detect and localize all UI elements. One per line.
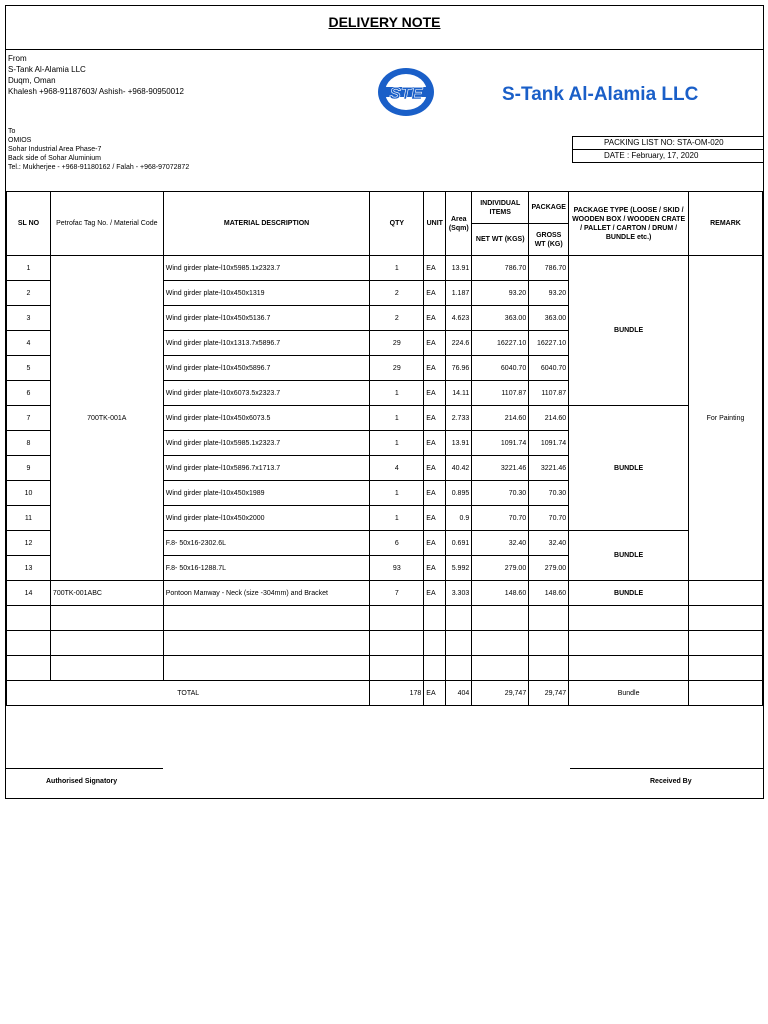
row-description: F.8- 50x16-2302.6L [163, 531, 370, 556]
from-address: Duqm, Oman [8, 76, 56, 85]
header-unit: UNIT [424, 192, 446, 256]
row-unit: EA [424, 406, 446, 431]
from-contacts: Khalesh +968-91187603/ Ashish- +968-90950012 [8, 87, 184, 96]
row-net-wt: 70.70 [472, 506, 529, 531]
row-description: Pontoon Manway - Neck (size -304mm) and Bracket [163, 581, 370, 606]
table-row [7, 256, 763, 281]
row-gross-wt: 363.00 [529, 306, 569, 331]
row-qty: 1 [370, 381, 424, 406]
row-gross-wt: 16227.10 [529, 331, 569, 356]
packing-date: DATE : February, 17, 2020 [573, 150, 764, 163]
row-description: Wind girder plate-l10x5985.1x2323.7 [163, 431, 370, 456]
row-sl: 6 [7, 381, 51, 406]
header-individual-items: INDIVIDUAL ITEMS [472, 192, 529, 224]
document-title: DELIVERY NOTE [328, 14, 441, 30]
company-logo-icon [376, 66, 436, 123]
row-package-type: BUNDLE [569, 581, 689, 606]
from-block [8, 53, 184, 97]
total-label: TOTAL [7, 681, 370, 706]
row-unit: EA [424, 481, 446, 506]
total-qty: 178 [370, 681, 424, 706]
row-gross-wt: 70.30 [529, 481, 569, 506]
table-row [7, 581, 763, 606]
row-qty: 29 [370, 356, 424, 381]
row-net-wt: 32.40 [472, 531, 529, 556]
delivery-note [5, 5, 764, 799]
row-gross-wt: 214.60 [529, 406, 569, 431]
row-net-wt: 786.70 [472, 256, 529, 281]
row-sl: 7 [7, 406, 51, 431]
row-unit: EA [424, 256, 446, 281]
empty-row [7, 631, 763, 656]
header-remark: REMARK [689, 192, 763, 256]
row-area: 3.303 [446, 581, 472, 606]
row-description: Wind girder plate-l10x450x1319 [163, 281, 370, 306]
packing-info [572, 136, 764, 163]
row-net-wt: 148.60 [472, 581, 529, 606]
header-description: MATERIAL DESCRIPTION [163, 192, 370, 256]
row-sl: 14 [7, 581, 51, 606]
row-qty: 2 [370, 306, 424, 331]
row-description: Wind girder plate-l10x5985.1x2323.7 [163, 256, 370, 281]
row-unit: EA [424, 356, 446, 381]
row-gross-wt: 93.20 [529, 281, 569, 306]
from-label: From [8, 54, 27, 63]
empty-row [7, 606, 763, 631]
row-area: 0.691 [446, 531, 472, 556]
header-gross-wt: GROSS WT (KG) [529, 224, 569, 256]
signature-line-right [570, 768, 763, 769]
company-name: S-Tank Al-Alamia LLC [502, 84, 699, 105]
row-area: 5.992 [446, 556, 472, 581]
row-unit: EA [424, 531, 446, 556]
row-net-wt: 70.30 [472, 481, 529, 506]
row-unit: EA [424, 431, 446, 456]
row-qty: 6 [370, 531, 424, 556]
row-qty: 29 [370, 331, 424, 356]
row-net-wt: 214.60 [472, 406, 529, 431]
row-gross-wt: 6040.70 [529, 356, 569, 381]
row-net-wt: 3221.46 [472, 456, 529, 481]
total-package-type: Bundle [569, 681, 689, 706]
row-sl: 5 [7, 356, 51, 381]
row-description: Wind girder plate-l10x450x6073.5 [163, 406, 370, 431]
row-remark-empty [689, 581, 763, 606]
row-tag: 700TK-001A [50, 256, 163, 581]
row-description: F.8- 50x16-1288.7L [163, 556, 370, 581]
row-area: 76.96 [446, 356, 472, 381]
row-sl: 9 [7, 456, 51, 481]
row-sl: 13 [7, 556, 51, 581]
row-gross-wt: 3221.46 [529, 456, 569, 481]
row-net-wt: 279.00 [472, 556, 529, 581]
row-qty: 2 [370, 281, 424, 306]
to-name: OMIOS [8, 137, 32, 144]
row-net-wt: 1107.87 [472, 381, 529, 406]
row-qty: 1 [370, 431, 424, 456]
row-package-type: BUNDLE [569, 256, 689, 406]
from-name: S-Tank Al-Alamia LLC [8, 65, 86, 74]
signature-line-left [6, 768, 163, 769]
header-sl-no: SL NO [7, 192, 51, 256]
header-package: PACKAGE [529, 192, 569, 224]
row-qty: 1 [370, 506, 424, 531]
row-description: Wind girder plate-l10x1313.7x5896.7 [163, 331, 370, 356]
header-area: Area (Sqm) [446, 192, 472, 256]
row-net-wt: 93.20 [472, 281, 529, 306]
row-description: Wind girder plate-l10x450x1989 [163, 481, 370, 506]
header-package-type: PACKAGE TYPE (LOOSE / SKID / WOODEN BOX / WOODEN CRATE / PALLET / CARTON / DRUM / BUNDLE etc.) [569, 192, 689, 256]
row-qty: 1 [370, 481, 424, 506]
row-gross-wt: 70.70 [529, 506, 569, 531]
row-sl: 12 [7, 531, 51, 556]
row-net-wt: 363.00 [472, 306, 529, 331]
row-area: 224.6 [446, 331, 472, 356]
row-description: Wind girder plate-l10x6073.5x2323.7 [163, 381, 370, 406]
row-gross-wt: 148.60 [529, 581, 569, 606]
row-net-wt: 1091.74 [472, 431, 529, 456]
row-description: Wind girder plate-l10x5896.7x1713.7 [163, 456, 370, 481]
total-remark [689, 681, 763, 706]
row-unit: EA [424, 456, 446, 481]
row-unit: EA [424, 581, 446, 606]
row-tag: 700TK-001ABC [50, 581, 163, 606]
row-unit: EA [424, 381, 446, 406]
to-block [8, 127, 189, 172]
total-unit: EA [424, 681, 446, 706]
row-sl: 10 [7, 481, 51, 506]
row-package-type: BUNDLE [569, 531, 689, 581]
header-qty: QTY [370, 192, 424, 256]
row-gross-wt: 786.70 [529, 256, 569, 281]
total-area: 404 [446, 681, 472, 706]
row-area: 4.623 [446, 306, 472, 331]
row-qty: 93 [370, 556, 424, 581]
authorised-signatory: Authorised Signatory [46, 778, 118, 785]
row-area: 0.895 [446, 481, 472, 506]
to-line2: Back side of Sohar Aluminium [8, 155, 101, 162]
to-label: To [8, 128, 16, 135]
row-area: 13.91 [446, 256, 472, 281]
row-area: 14.11 [446, 381, 472, 406]
row-sl: 11 [7, 506, 51, 531]
total-gross-wt: 29,747 [529, 681, 569, 706]
row-qty: 1 [370, 406, 424, 431]
row-area: 0.9 [446, 506, 472, 531]
row-area: 40.42 [446, 456, 472, 481]
row-sl: 8 [7, 431, 51, 456]
to-contacts: Tel.: Mukherjee - +968-91180162 / Falah - +968-97072872 [8, 164, 190, 171]
row-description: Wind girder plate-l10x450x5896.7 [163, 356, 370, 381]
row-gross-wt: 1107.87 [529, 381, 569, 406]
row-gross-wt: 279.00 [529, 556, 569, 581]
row-sl: 3 [7, 306, 51, 331]
row-unit: EA [424, 556, 446, 581]
row-package-type: BUNDLE [569, 406, 689, 531]
packing-list-no: PACKING LIST NO: STA-OM-020 [573, 137, 764, 150]
row-gross-wt: 1091.74 [529, 431, 569, 456]
row-net-wt: 6040.70 [472, 356, 529, 381]
total-net-wt: 29,747 [472, 681, 529, 706]
row-area: 1.187 [446, 281, 472, 306]
row-unit: EA [424, 331, 446, 356]
header-net-wt: NET WT (KGS) [472, 224, 529, 256]
empty-row [7, 656, 763, 681]
row-qty: 7 [370, 581, 424, 606]
row-qty: 1 [370, 256, 424, 281]
received-by: Received By [650, 778, 692, 785]
title-row [6, 6, 763, 50]
total-row [7, 681, 763, 706]
row-area: 13.91 [446, 431, 472, 456]
items-table [6, 191, 763, 706]
row-unit: EA [424, 506, 446, 531]
row-area: 2.733 [446, 406, 472, 431]
row-sl: 1 [7, 256, 51, 281]
row-gross-wt: 32.40 [529, 531, 569, 556]
row-remark: For Painting [689, 256, 763, 581]
to-line1: Sohar Industrial Area Phase-7 [8, 146, 102, 153]
header-tag: Petrofac Tag No. / Material Code [50, 192, 163, 256]
row-sl: 4 [7, 331, 51, 356]
row-description: Wind girder plate-l10x450x2000 [163, 506, 370, 531]
row-unit: EA [424, 306, 446, 331]
row-qty: 4 [370, 456, 424, 481]
row-description: Wind girder plate-l10x450x5136.7 [163, 306, 370, 331]
logo-text: STE [389, 84, 423, 103]
row-net-wt: 16227.10 [472, 331, 529, 356]
row-sl: 2 [7, 281, 51, 306]
row-unit: EA [424, 281, 446, 306]
